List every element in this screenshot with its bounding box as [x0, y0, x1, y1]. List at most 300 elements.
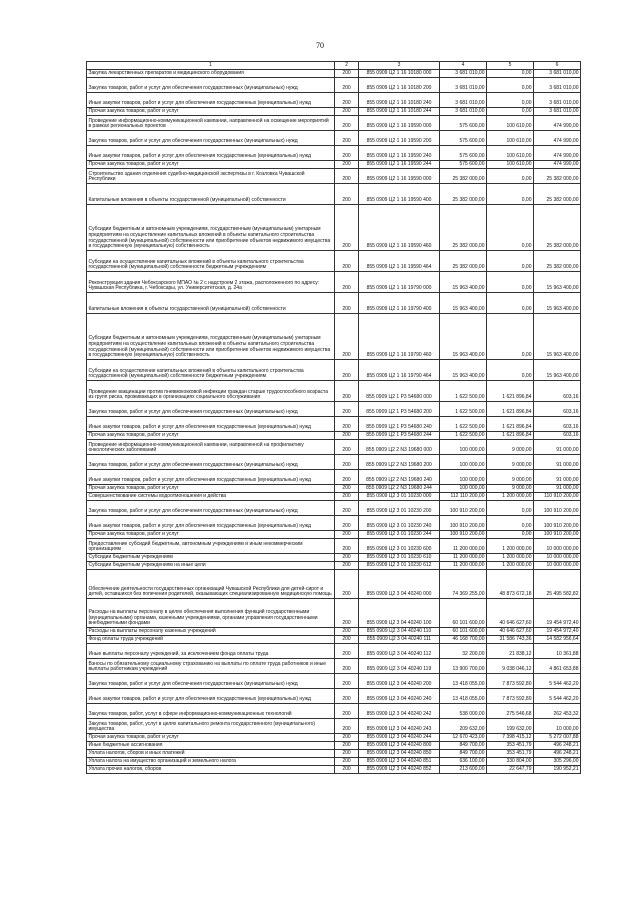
admin-code: 200	[335, 146, 359, 161]
approved-amount: 13 900 700,00	[440, 659, 487, 674]
executed-amount: 0,00	[487, 272, 534, 293]
approved-amount: 100 000,00	[440, 485, 487, 493]
remaining-amount: 5 544 462,20	[534, 674, 581, 689]
row-name: Субсидии бюджетным учреждениям	[87, 554, 335, 562]
executed-amount: 353 451,79	[487, 742, 534, 750]
executed-amount: 0,00	[487, 78, 534, 93]
approved-amount: 13 418 055,00	[440, 674, 487, 689]
row-name: Закупка лекарственных препаратов и медицинского оборудования	[87, 70, 335, 78]
budget-code: 855 0909 Ц2 1 16 19590 000	[359, 169, 440, 184]
budget-code: 855 0909 Ц2 1 16 19590 000	[359, 116, 440, 131]
admin-code: 200	[335, 78, 359, 93]
budget-code: 855 0909 Ц2 1 Р3 54680 240	[359, 417, 440, 432]
column-number-row	[87, 62, 581, 70]
table-row	[87, 293, 581, 314]
admin-code: 200	[335, 108, 359, 116]
row-name: Иные закупки товаров, работ и услуг для обеспечения государственных (муниципальных) нужд	[87, 470, 335, 485]
remaining-amount: 190 952,21	[534, 766, 581, 774]
budget-code: 855 0909 Ц2 1 16 19790 000	[359, 272, 440, 293]
row-name: Предоставление субсидий бюджетным, автономным учреждениям и иным некоммерческим организациям	[87, 539, 335, 554]
approved-amount: 25 382 000,00	[440, 251, 487, 272]
approved-amount: 112 110 200,00	[440, 493, 487, 501]
budget-code: 855 0909 Ц2 3 01 10230 244	[359, 531, 440, 539]
table-row	[87, 251, 581, 272]
table-row	[87, 161, 581, 169]
table-row	[87, 758, 581, 766]
admin-code: 200	[335, 293, 359, 314]
table-row	[87, 659, 581, 674]
approved-amount: 1 622 500,00	[440, 432, 487, 440]
remaining-amount: 603,16	[534, 381, 581, 402]
executed-amount: 0,00	[487, 314, 534, 360]
budget-table	[86, 61, 581, 774]
remaining-amount: 10 361,88	[534, 644, 581, 659]
row-name: Иные бюджетные ассигнования	[87, 742, 335, 750]
executed-amount: 0,00	[487, 184, 534, 205]
table-row	[87, 628, 581, 636]
approved-amount: 100 000,00	[440, 470, 487, 485]
table-body	[87, 70, 581, 774]
row-name: Капитальные вложения в объекты государственной (муниципальной) собственности	[87, 293, 335, 314]
budget-code: 855 0909 Ц2 3 01 10230 200	[359, 501, 440, 516]
remaining-amount: 91 000,00	[534, 470, 581, 485]
table-row	[87, 485, 581, 493]
approved-amount: 11 200 000,00	[440, 562, 487, 570]
remaining-amount: 3 681 010,00	[534, 108, 581, 116]
table-row	[87, 70, 581, 78]
admin-code: 200	[335, 381, 359, 402]
table-row	[87, 108, 581, 116]
budget-code: 855 0909 Ц2 3 04 40240 852	[359, 766, 440, 774]
table-row	[87, 381, 581, 402]
budget-code: 855 0909 Ц2 3 04 40240 100	[359, 599, 440, 628]
remaining-amount: 603,16	[534, 432, 581, 440]
admin-code: 200	[335, 689, 359, 704]
row-name: Прочая закупка товаров, работ и услуг	[87, 531, 335, 539]
admin-code: 200	[335, 628, 359, 636]
executed-amount: 100 610,00	[487, 146, 534, 161]
column-number: 4	[440, 62, 487, 70]
row-name: Субсидии на осуществление капитальных вложений в объекты капитального строительства государственной (муниципальной) собственности бюджетным учреждениям	[87, 251, 335, 272]
admin-code: 200	[335, 766, 359, 774]
admin-code: 200	[335, 493, 359, 501]
admin-code: 200	[335, 742, 359, 750]
executed-amount: 7 398 415,12	[487, 734, 534, 742]
remaining-amount: 25 495 582,82	[534, 570, 581, 599]
budget-code: 855 0909 Ц2 1 16 10180 000	[359, 70, 440, 78]
table-row	[87, 636, 581, 644]
row-name: Закупка товаров, работ и услуг для обеспечения государственных (муниципальных) нужд	[87, 455, 335, 470]
admin-code: 200	[335, 169, 359, 184]
executed-amount: 9 038 046,12	[487, 659, 534, 674]
table-row	[87, 493, 581, 501]
row-name: Взносы по обязательному социальному страхованию на выплаты по оплате труда работников и иные выплаты работникам учреждений	[87, 659, 335, 674]
table-row	[87, 750, 581, 758]
executed-amount: 7 873 592,80	[487, 689, 534, 704]
approved-amount: 3 681 010,00	[440, 70, 487, 78]
table-row	[87, 516, 581, 531]
table-row	[87, 314, 581, 360]
table-row	[87, 531, 581, 539]
row-name: Прочая закупка товаров, работ и услуг	[87, 108, 335, 116]
budget-code: 855 0909 Ц2 3 04 40240 112	[359, 644, 440, 659]
row-name: Прочая закупка товаров, работ и услуг	[87, 734, 335, 742]
executed-amount: 100 610,00	[487, 161, 534, 169]
executed-amount: 353 451,79	[487, 750, 534, 758]
table-row	[87, 78, 581, 93]
executed-amount: 0,00	[487, 70, 534, 78]
budget-code: 855 0909 Ц2 1 16 19590 200	[359, 131, 440, 146]
admin-code: 200	[335, 116, 359, 131]
table-row	[87, 146, 581, 161]
admin-code: 200	[335, 531, 359, 539]
executed-amount: 9 000,00	[487, 485, 534, 493]
row-name: Прочая закупка товаров, работ и услуг	[87, 485, 335, 493]
row-name: Закупка товаров, работ и услуг для обеспечения государственных (муниципальных) нужд	[87, 402, 335, 417]
remaining-amount: 474 990,00	[534, 116, 581, 131]
budget-code: 855 0909 Ц2 3 01 10230 000	[359, 493, 440, 501]
admin-code: 200	[335, 644, 359, 659]
remaining-amount: 15 963 400,00	[534, 314, 581, 360]
budget-code: 855 0909 Ц2 3 04 40240 240	[359, 689, 440, 704]
admin-code: 200	[335, 205, 359, 251]
budget-code: 855 0909 Ц2 3 04 40240 119	[359, 659, 440, 674]
table-row	[87, 440, 581, 455]
table-row	[87, 417, 581, 432]
executed-amount: 0,00	[487, 93, 534, 108]
budget-code: 855 0909 Ц2 1 16 19590 460	[359, 205, 440, 251]
table-row	[87, 554, 581, 562]
remaining-amount: 496 248,21	[534, 742, 581, 750]
approved-amount: 60 101 600,00	[440, 599, 487, 628]
admin-code: 200	[335, 417, 359, 432]
budget-code: 855 0909 Ц2 3 01 10230 610	[359, 554, 440, 562]
approved-amount: 575 600,00	[440, 161, 487, 169]
approved-amount: 12 670 423,00	[440, 734, 487, 742]
admin-code: 200	[335, 516, 359, 531]
approved-amount: 100 910 200,00	[440, 516, 487, 531]
remaining-amount: 10 000,00	[534, 719, 581, 734]
table-row	[87, 689, 581, 704]
budget-code: 855 0909 Ц2 3 04 40240 242	[359, 704, 440, 719]
executed-amount: 1 200 000,00	[487, 554, 534, 562]
row-name: Закупка товаров, работ и услуг для обеспечения государственных (муниципальных) нужд	[87, 501, 335, 516]
executed-amount: 40 646 627,60	[487, 628, 534, 636]
remaining-amount: 15 963 400,00	[534, 293, 581, 314]
executed-amount: 0,00	[487, 169, 534, 184]
admin-code: 200	[335, 455, 359, 470]
row-name: Иные закупки товаров, работ и услуг для обеспечения государственных (муниципальных) нужд	[87, 93, 335, 108]
remaining-amount: 10 000 000,00	[534, 554, 581, 562]
column-number: 2	[335, 62, 359, 70]
budget-code: 855 0909 Ц2 3 01 10230 612	[359, 562, 440, 570]
row-name: Иные закупки товаров, работ и услуг для обеспечения государственных (муниципальных) нужд	[87, 417, 335, 432]
table-row	[87, 599, 581, 628]
row-name: Иные выплаты персоналу учреждений, за исключением фонда оплаты труда	[87, 644, 335, 659]
remaining-amount: 100 910 200,00	[534, 501, 581, 516]
executed-amount: 275 546,68	[487, 704, 534, 719]
budget-code: 855 0909 Ц2 1 Р3 54680 200	[359, 402, 440, 417]
column-number: 3	[359, 62, 440, 70]
admin-code: 200	[335, 272, 359, 293]
row-name: Реконструкция здания Чебоксарского МПАО № 2 с надстроем 2 этажа, расположенного по адресу: Чувашская Республика, г. Чебоксары, ул. Университетская, д. 24а	[87, 272, 335, 293]
remaining-amount: 3 681 010,00	[534, 93, 581, 108]
budget-code: 855 0909 Ц2 3 04 40240 850	[359, 750, 440, 758]
remaining-amount: 603,16	[534, 402, 581, 417]
table-row	[87, 184, 581, 205]
budget-code: 855 0909 Ц2 2 N3 19680 240	[359, 470, 440, 485]
remaining-amount: 91 000,00	[534, 455, 581, 470]
approved-amount: 3 681 010,00	[440, 108, 487, 116]
admin-code: 200	[335, 674, 359, 689]
approved-amount: 60 101 600,00	[440, 628, 487, 636]
remaining-amount: 25 382 000,00	[534, 169, 581, 184]
approved-amount: 3 681 010,00	[440, 93, 487, 108]
approved-amount: 25 382 000,00	[440, 169, 487, 184]
remaining-amount: 262 453,32	[534, 704, 581, 719]
budget-code: 855 0909 Ц2 3 04 40240 000	[359, 570, 440, 599]
admin-code: 200	[335, 562, 359, 570]
executed-amount: 330 804,00	[487, 758, 534, 766]
budget-code: 855 0909 Ц2 3 04 40240 851	[359, 758, 440, 766]
row-name: Капитальные вложения в объекты государственной (муниципальной) собственности	[87, 184, 335, 205]
approved-amount: 100 910 200,00	[440, 531, 487, 539]
admin-code: 200	[335, 432, 359, 440]
approved-amount: 849 700,00	[440, 750, 487, 758]
remaining-amount: 100 910 200,00	[534, 531, 581, 539]
approved-amount: 1 622 500,00	[440, 402, 487, 417]
approved-amount: 15 963 400,00	[440, 314, 487, 360]
remaining-amount: 3 681 010,00	[534, 78, 581, 93]
row-name: Проведение информационно-коммуникационной кампании, направленной на освещение мероприятий в рамках региональных проектов	[87, 116, 335, 131]
executed-amount: 1 621 896,84	[487, 417, 534, 432]
executed-amount: 40 646 627,60	[487, 599, 534, 628]
admin-code: 200	[335, 719, 359, 734]
executed-amount: 1 621 896,84	[487, 402, 534, 417]
row-name: Иные закупки товаров, работ и услуг для обеспечения государственных (муниципальных) нужд	[87, 689, 335, 704]
executed-amount: 7 873 592,80	[487, 674, 534, 689]
page-number: 70	[316, 41, 324, 50]
approved-amount: 575 600,00	[440, 131, 487, 146]
table-row	[87, 570, 581, 599]
executed-amount: 0,00	[487, 516, 534, 531]
budget-code: 855 0909 Ц2 1 16 19590 464	[359, 251, 440, 272]
admin-code: 200	[335, 659, 359, 674]
admin-code: 200	[335, 131, 359, 146]
table-row	[87, 766, 581, 774]
approved-amount: 15 963 400,00	[440, 360, 487, 381]
budget-code: 855 0909 Ц2 3 04 40240 200	[359, 674, 440, 689]
table-row	[87, 360, 581, 381]
remaining-amount: 15 963 400,00	[534, 360, 581, 381]
executed-amount: 21 838,12	[487, 644, 534, 659]
executed-amount: 0,00	[487, 531, 534, 539]
admin-code: 200	[335, 184, 359, 205]
admin-code: 200	[335, 93, 359, 108]
table-row	[87, 272, 581, 293]
row-name: Уплата прочих налогов, сборов	[87, 766, 335, 774]
row-name: Иные закупки товаров, работ и услуг для обеспечения государственных (муниципальных) нужд	[87, 146, 335, 161]
budget-code: 855 0909 Ц2 1 16 10180 244	[359, 108, 440, 116]
approved-amount: 213 600,00	[440, 766, 487, 774]
budget-code: 855 0909 Ц2 1 16 10180 200	[359, 78, 440, 93]
admin-code: 200	[335, 599, 359, 628]
admin-code: 200	[335, 360, 359, 381]
column-number: 6	[534, 62, 581, 70]
row-name: Закупка товаров, работ и услуг для обеспечения государственных (муниципальных) нужд	[87, 674, 335, 689]
budget-code: 855 0909 Ц2 1 16 10180 240	[359, 93, 440, 108]
table-row	[87, 205, 581, 251]
admin-code: 200	[335, 70, 359, 78]
table-row	[87, 734, 581, 742]
budget-code: 855 0909 Ц2 1 16 19790 400	[359, 293, 440, 314]
table-row	[87, 719, 581, 734]
budget-code: 855 0909 Ц2 1 16 19590 244	[359, 161, 440, 169]
approved-amount: 46 168 700,00	[440, 636, 487, 644]
table-row	[87, 455, 581, 470]
row-name: Закупка товаров, работ и услуг для обеспечения государственных (муниципальных) нужд	[87, 131, 335, 146]
row-name: Субсидии на осуществление капитальных вложений в объекты капитального строительства государственной (муниципальной) собственности бюджетным учреждениям	[87, 360, 335, 381]
row-name: Обеспечение деятельности государственных организаций Чувашской Республики для детей-сирот и детей, оставшихся без попечения родителей, оказывающих специализированную медицинскую помощь	[87, 570, 335, 599]
approved-amount: 11 200 000,00	[440, 554, 487, 562]
executed-amount: 48 873 672,18	[487, 570, 534, 599]
executed-amount: 22 647,79	[487, 766, 534, 774]
admin-code: 200	[335, 704, 359, 719]
executed-amount: 100 610,00	[487, 131, 534, 146]
approved-amount: 11 200 000,00	[440, 539, 487, 554]
budget-code: 855 0909 Ц2 1 Р3 54680 244	[359, 432, 440, 440]
approved-amount: 15 963 400,00	[440, 293, 487, 314]
admin-code: 200	[335, 470, 359, 485]
admin-code: 200	[335, 251, 359, 272]
remaining-amount: 474 990,00	[534, 146, 581, 161]
table-row	[87, 93, 581, 108]
executed-amount: 9 000,00	[487, 455, 534, 470]
row-name: Расходы на выплаты персоналу в целях обеспечения выполнения функций государственными (муниципальными) органами, казенными учреждениями, органами управления государственными внебюджетными фондами	[87, 599, 335, 628]
remaining-amount: 5 272 007,88	[534, 734, 581, 742]
row-name: Уплата налогов, сборов и иных платежей	[87, 750, 335, 758]
table-row	[87, 432, 581, 440]
table-row	[87, 704, 581, 719]
executed-amount: 0,00	[487, 360, 534, 381]
row-name: Субсидии бюджетным учреждениям на иные цели	[87, 562, 335, 570]
executed-amount: 31 586 743,36	[487, 636, 534, 644]
row-name: Закупка товаров, работ, услуг в сфере информационно-коммуникационных технологий	[87, 704, 335, 719]
remaining-amount: 5 544 462,20	[534, 689, 581, 704]
executed-amount: 1 200 000,00	[487, 539, 534, 554]
approved-amount: 100 000,00	[440, 440, 487, 455]
admin-code: 200	[335, 501, 359, 516]
remaining-amount: 25 382 000,00	[534, 251, 581, 272]
budget-code: 855 0909 Ц2 1 Р3 54680 000	[359, 381, 440, 402]
budget-code: 855 0909 Ц2 1 16 19790 460	[359, 314, 440, 360]
executed-amount: 1 621 896,84	[487, 432, 534, 440]
approved-amount: 1 622 500,00	[440, 417, 487, 432]
executed-amount: 199 632,00	[487, 719, 534, 734]
remaining-amount: 91 000,00	[534, 440, 581, 455]
executed-amount: 9 000,00	[487, 440, 534, 455]
approved-amount: 100 000,00	[440, 455, 487, 470]
budget-code: 855 0909 Ц2 1 16 19790 464	[359, 360, 440, 381]
executed-amount: 1 621 896,84	[487, 381, 534, 402]
column-number: 1	[87, 62, 335, 70]
row-name: Фонд оплаты труда учреждений	[87, 636, 335, 644]
remaining-amount: 110 910 200,00	[534, 493, 581, 501]
admin-code: 200	[335, 554, 359, 562]
table-row	[87, 116, 581, 131]
budget-code: 855 0909 Ц2 2 N3 19680 244	[359, 485, 440, 493]
budget-code: 855 0909 Ц2 2 N3 19680 000	[359, 440, 440, 455]
approved-amount: 849 700,00	[440, 742, 487, 750]
approved-amount: 636 100,00	[440, 758, 487, 766]
admin-code: 200	[335, 314, 359, 360]
budget-code: 855 0909 Ц2 3 01 10230 240	[359, 516, 440, 531]
executed-amount: 100 610,00	[487, 116, 534, 131]
row-name: Совершенствование системы водоотмоношения и действа	[87, 493, 335, 501]
executed-amount: 1 200 000,00	[487, 562, 534, 570]
approved-amount: 74 369 255,00	[440, 570, 487, 599]
approved-amount: 13 418 055,00	[440, 689, 487, 704]
budget-code: 855 0909 Ц2 3 04 40240 244	[359, 734, 440, 742]
approved-amount: 25 382 000,00	[440, 184, 487, 205]
table-row	[87, 169, 581, 184]
budget-code: 855 0909 Ц2 3 04 40240 243	[359, 719, 440, 734]
executed-amount: 0,00	[487, 501, 534, 516]
approved-amount: 3 681 010,00	[440, 78, 487, 93]
remaining-amount: 4 861 653,88	[534, 659, 581, 674]
table-row	[87, 402, 581, 417]
remaining-amount: 14 582 956,64	[534, 636, 581, 644]
admin-code: 200	[335, 402, 359, 417]
approved-amount: 575 600,00	[440, 146, 487, 161]
admin-code: 200	[335, 570, 359, 599]
budget-code: 855 0909 Ц2 1 16 19590 400	[359, 184, 440, 205]
column-number: 5	[487, 62, 534, 70]
executed-amount: 9 000,00	[487, 470, 534, 485]
table-row	[87, 674, 581, 689]
row-name: Проведение вакцинации против пневмококковой инфекции граждан старше трудоспособного возраста из групп риска, проживающих в организациях социального обслуживания	[87, 381, 335, 402]
remaining-amount: 25 382 000,00	[534, 205, 581, 251]
budget-code: 855 0909 Ц2 3 04 40240 110	[359, 628, 440, 636]
row-name: Закупка товаров, работ, услуг в целях капитального ремонта государственного (муниципального) имущества	[87, 719, 335, 734]
remaining-amount: 3 681 010,00	[534, 70, 581, 78]
remaining-amount: 19 454 972,40	[534, 628, 581, 636]
table-row	[87, 501, 581, 516]
row-name: Субсидии бюджетным и автономным учреждениям, государственным (муниципальным) унитарным предприятиям на осуществление капитальных вложений в объекты капитального строительства государственной (муниципальной) собственности или приобретение объектов недвижимого имущества в государственную (муниципальную) собственность	[87, 314, 335, 360]
executed-amount: 0,00	[487, 293, 534, 314]
row-name: Строительство здания отделения судебно-медицинской экспертизы в г. Козловка Чувашской Республики	[87, 169, 335, 184]
remaining-amount: 15 963 400,00	[534, 272, 581, 293]
admin-code: 200	[335, 758, 359, 766]
table-row	[87, 562, 581, 570]
executed-amount: 1 200 000,00	[487, 493, 534, 501]
approved-amount: 15 963 400,00	[440, 272, 487, 293]
table-row	[87, 470, 581, 485]
budget-code: 855 0909 Ц2 3 04 40240 800	[359, 742, 440, 750]
row-name: Закупка товаров, работ и услуг для обеспечения государственных (муниципальных) нужд	[87, 78, 335, 93]
approved-amount: 25 382 000,00	[440, 205, 487, 251]
remaining-amount: 100 910 200,00	[534, 516, 581, 531]
admin-code: 200	[335, 750, 359, 758]
remaining-amount: 603,16	[534, 417, 581, 432]
admin-code: 200	[335, 440, 359, 455]
row-name: Субсидии бюджетным и автономным учреждениям, государственным (муниципальным) унитарным предприятиям на осуществление капитальных вложений в объекты капитального строительства государственной (муниципальной) собственности или приобретение объектов недвижимого имущества в государственную (муниципальную) собственность	[87, 205, 335, 251]
table-row	[87, 644, 581, 659]
executed-amount: 0,00	[487, 205, 534, 251]
row-name: Уплата налога на имущество организаций и земельного налога	[87, 758, 335, 766]
remaining-amount: 25 382 000,00	[534, 184, 581, 205]
remaining-amount: 91 000,00	[534, 485, 581, 493]
